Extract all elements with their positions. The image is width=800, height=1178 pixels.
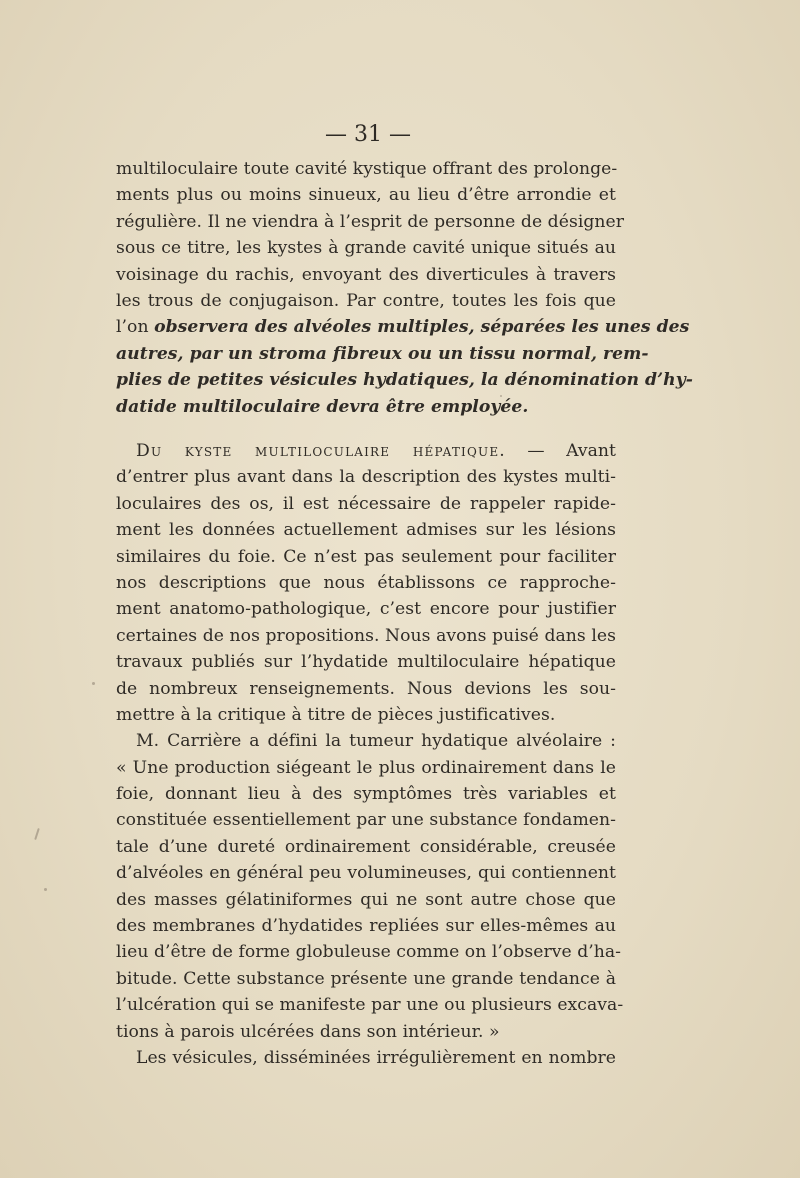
text-segment: ments plus ou moins sinueux, au lieu d’être arrondie et — [116, 185, 616, 206]
text-segment: l’on — [116, 317, 155, 338]
text-line — [116, 341, 649, 367]
text-segment: — Avant — [505, 441, 616, 461]
text-segment: ment les données actuellement admises sur les lésions — [116, 520, 616, 541]
text-line — [116, 544, 616, 570]
paragraph-definition — [116, 156, 693, 420]
text-segment: Les vésicules, disséminées irrégulièrement en nombre — [136, 1047, 616, 1068]
text-line — [116, 570, 616, 596]
text-line — [116, 781, 616, 807]
text-segment: certaines de nos propositions. Nous avons puisé dans les — [116, 625, 616, 646]
text-line — [116, 860, 616, 886]
paper-speck — [44, 888, 47, 891]
text-segment: « Une production siégeant le plus ordinairement dans le — [116, 757, 616, 778]
text-segment: voisinage du rachis, envoyant des diverticules à travers — [116, 264, 616, 285]
text-segment: mettre à la critique à titre de pièces justificatives. — [116, 704, 556, 725]
text-segment: des membranes d’hydatides repliées sur elles-mêmes au — [116, 916, 616, 937]
text-line — [116, 1019, 616, 1045]
text-line — [116, 314, 690, 340]
text-segment: les trous de conjugaison. Par contre, toutes les fois que — [116, 290, 616, 311]
text-segment: tale d’une dureté ordinairement considérable, creusée — [116, 836, 616, 857]
text-line — [116, 887, 616, 913]
paper-speck — [34, 828, 40, 840]
italic-text: observera des alvéoles multiples, séparées les unes des — [154, 317, 690, 338]
text-segment: d’entrer plus avant dans la description des kystes multi- — [116, 467, 616, 488]
text-line — [116, 235, 616, 261]
text-line — [116, 939, 622, 965]
text-segment: bitude. Cette substance présente une grande tendance à — [116, 968, 616, 989]
text-segment: foie, donnant lieu à des symptômes très variables et — [116, 784, 616, 805]
text-line — [116, 156, 616, 182]
text-segment: de nombreux renseignements. Nous devions les sou- — [116, 678, 616, 699]
text-segment: similaires du foie. Ce n’est pas seulement pour faciliter — [116, 546, 616, 567]
text-line — [116, 491, 616, 517]
text-line — [116, 966, 616, 992]
text-segment: loculaires des os, il est nécessaire de rappeler rapide- — [116, 493, 616, 514]
text-segment: des masses gélatiniformes qui ne sont autre chose que — [116, 889, 616, 910]
text-line — [116, 596, 616, 622]
text-line — [116, 992, 624, 1018]
text-line — [116, 464, 616, 490]
text-line — [116, 913, 616, 939]
page-number: — 31 — — [325, 122, 411, 147]
italic-text: datide multiloculaire devra être employée. — [116, 396, 529, 417]
text-line — [116, 438, 616, 464]
text-line — [116, 262, 616, 288]
section-heading: Du kyste multiloculaire hépatique. — [136, 441, 506, 461]
text-line — [116, 1045, 616, 1071]
text-line — [116, 182, 616, 208]
text-segment: constituée essentiellement par une substance fondamen- — [116, 810, 616, 831]
text-segment: M. Carrière a défini la tumeur hydatique alvéolaire : — [136, 731, 616, 752]
text-segment: tions à parois ulcérées dans son intérieur. » — [116, 1021, 500, 1042]
text-line — [116, 517, 616, 543]
text-line — [116, 702, 616, 728]
text-segment: sous ce titre, les kystes à grande cavité unique situés au — [116, 238, 616, 259]
text-line — [116, 623, 616, 649]
text-line — [116, 755, 616, 781]
text-line — [116, 834, 616, 860]
paragraph-hepatic-cyst — [116, 438, 624, 1071]
text-segment: lieu d’être de forme globuleuse comme on l’observe d’ha- — [116, 942, 622, 963]
text-segment: nos descriptions que nous établissons ce rapproche- — [116, 572, 616, 593]
text-line — [116, 288, 616, 314]
text-line — [116, 649, 616, 675]
text-segment: l’ulcération qui se manifeste par une ou plusieurs excava- — [116, 995, 624, 1016]
text-line — [116, 676, 616, 702]
italic-text: autres, par un stroma fibreux ou un tissu normal, rem- — [116, 343, 649, 364]
text-line — [116, 807, 616, 833]
text-line — [116, 394, 616, 420]
paper-speck — [92, 682, 95, 685]
text-segment: multiloculaire toute cavité kystique offrant des prolonge- — [116, 159, 618, 179]
text-segment: d’alvéoles en général peu volumineuses, qui contiennent — [116, 863, 616, 884]
text-line — [116, 367, 693, 393]
text-line — [116, 209, 625, 235]
text-line — [116, 728, 616, 754]
text-segment: ment anatomo-pathologique, c’est encore pour justifier — [116, 599, 616, 620]
text-segment: régulière. Il ne viendra à l’esprit de personne de désigner — [116, 211, 625, 232]
italic-text: plies de petites vésicules hydatiques, la dénomination d’hy- — [116, 370, 693, 391]
text-segment: travaux publiés sur l’hydatide multiloculaire hépatique — [116, 652, 616, 673]
